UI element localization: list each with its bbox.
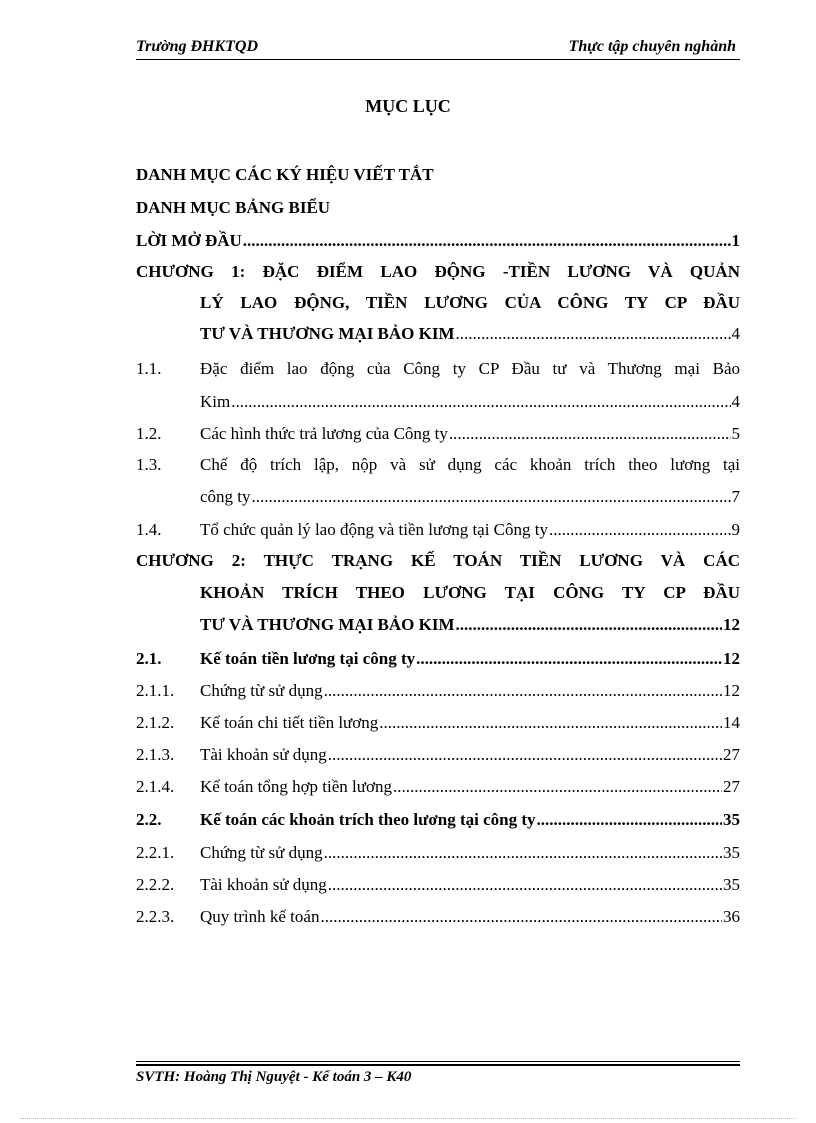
toc-entry-2-1[interactable]: 2.1. Kế toán tiền lương tại công ty ..... 12: [136, 649, 740, 669]
page-number: 35: [723, 875, 740, 894]
toc-entry-2-2-2[interactable]: 2.2.2. Tài khoản sử dụng ..... 35: [136, 875, 740, 895]
toc-entry-2-2-3[interactable]: 2.2.3. Quy trình kế toán ..... 36: [136, 907, 740, 927]
page-number: 9: [731, 520, 740, 539]
page-number: 12: [723, 681, 740, 700]
toc-entry-2-1-4[interactable]: 2.1.4. Kế toán tổng hợp tiền lương ..... 27: [136, 777, 740, 797]
page-number: 35: [723, 843, 740, 862]
page-header: [136, 36, 740, 58]
page-number: 36: [723, 907, 740, 926]
leader-dots: [320, 907, 722, 927]
leader-dots: [379, 713, 722, 733]
leader-dots: [243, 231, 731, 251]
page-number: 12: [723, 649, 740, 668]
page-number: 12: [723, 615, 740, 634]
header-course: Thực tập chuyên nghành: [568, 38, 736, 55]
page-number: 35: [723, 810, 740, 829]
page-edge-dotted-line: [20, 1118, 796, 1119]
page-number: 5: [731, 424, 740, 443]
footer-divider-thin: [136, 1061, 740, 1062]
page-number: 7: [731, 487, 740, 506]
leader-dots: [549, 520, 731, 540]
toc-entry-tables[interactable]: DANH MỤC BẢNG BIỂU: [136, 198, 331, 217]
leader-dots: [456, 324, 731, 344]
toc-entry-2-1-1[interactable]: 2.1.1. Chứng từ sử dụng ..... 12: [136, 681, 740, 701]
toc-entry-introduction[interactable]: LỜI MỞ ĐẦU ..... 1: [136, 231, 740, 251]
page-number: 14: [723, 713, 740, 732]
toc-entry-abbreviations[interactable]: DANH MỤC CÁC KÝ HIỆU VIẾT TẮT: [136, 165, 434, 184]
leader-dots: [252, 487, 731, 507]
page-footer: SVTH: Hoàng Thị Nguyệt - Kế toán 3 – K40: [136, 1069, 412, 1085]
toc-entry-1-2[interactable]: 1.2. Các hình thức trả lương của Công ty ..... 5: [136, 424, 740, 444]
toc-entry-2-2[interactable]: 2.2. Kế toán các khoản trích theo lương tại công ty ..... 35: [136, 810, 740, 830]
leader-dots: [456, 615, 722, 635]
footer-divider-thick: [136, 1064, 740, 1066]
toc-entry-2-1-3[interactable]: 2.1.3. Tài khoản sử dụng ..... 27: [136, 745, 740, 765]
leader-dots: [393, 777, 722, 797]
leader-dots: [324, 843, 722, 863]
page-number: 1: [731, 231, 740, 250]
toc-entry-2-1-2[interactable]: 2.1.2. Kế toán chi tiết tiền lương ..... 14: [136, 713, 740, 733]
page-number: 4: [731, 324, 740, 343]
leader-dots: [328, 745, 722, 765]
leader-dots: [231, 392, 730, 412]
leader-dots: [324, 681, 722, 701]
leader-dots: [416, 649, 722, 669]
page-number: 4: [731, 392, 740, 411]
page-number: 27: [723, 745, 740, 764]
header-school: Trường ĐHKTQD: [136, 38, 259, 55]
toc-entry-1-4[interactable]: 1.4. Tổ chức quản lý lao động và tiền lương tại Công ty ..... 9: [136, 520, 740, 540]
page-number: 27: [723, 777, 740, 796]
leader-dots: [328, 875, 722, 895]
leader-dots: [449, 424, 731, 444]
page-title: MỤC LỤC: [365, 96, 451, 116]
toc-entry-2-2-1[interactable]: 2.2.1. Chứng từ sử dụng ..... 35: [136, 843, 740, 863]
leader-dots: [537, 810, 722, 830]
header-divider: [136, 59, 740, 60]
